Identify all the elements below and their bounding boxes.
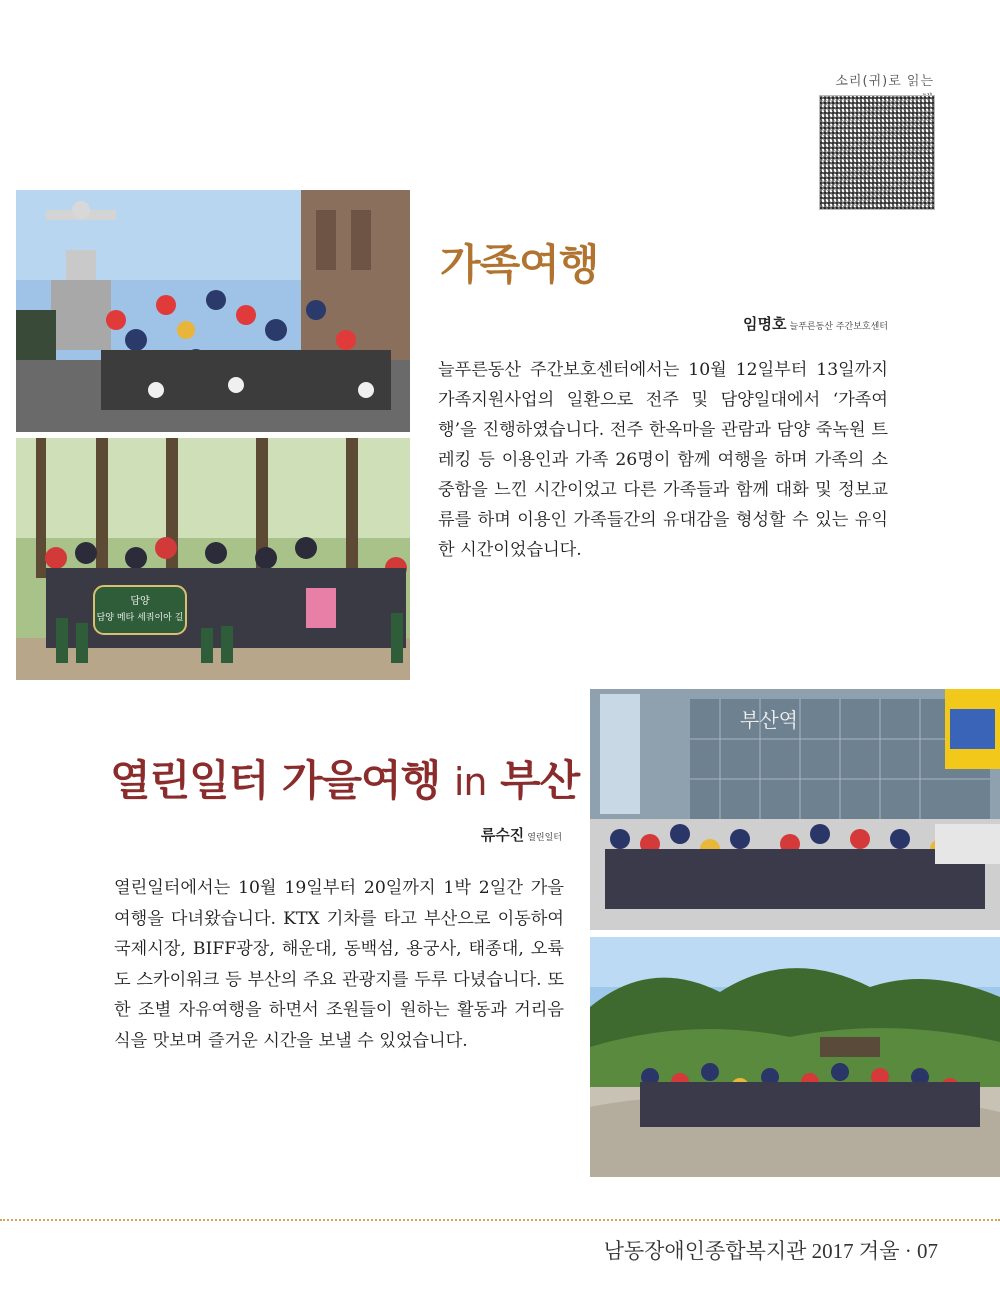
busan-station-photo bbox=[590, 689, 1000, 930]
article1-body: 늘푸른동산 주간보호센터에서는 10월 12일부터 13일까지 가족지원사업의 일환으로 전주 및 담양일대에서 ‘가족여행’을 진행하였습니다. 전주 한옥마을 관람과 담양 죽녹원 트레킹 등 이용인과 가족 26명이 함께 여행을 하며 가족의 소중함을 느낀 시간이었고 다른 가족들과 함께 대화 및 정보교류를 하며 이용인 가족들간의 유대감을 형성할 수 있는 유익한 시간이었습니다. bbox=[438, 360, 888, 560]
article2-byline bbox=[481, 824, 562, 845]
qr-label: 소리(귀)로 읽는 bbox=[835, 74, 934, 89]
article2-author: 류수진 bbox=[480, 826, 525, 844]
article2-title-end: 부산 bbox=[500, 756, 580, 805]
family-trip-photo-statue bbox=[16, 190, 410, 432]
page-footer: 남동장애인종합복지관 2017 겨울 · 07 bbox=[603, 1239, 938, 1263]
article1-byline bbox=[743, 313, 888, 334]
busan-coast-photo bbox=[590, 937, 1000, 1177]
article2-title bbox=[110, 748, 579, 808]
article2-body: 열린일터에서는 10월 19일부터 20일까지 1박 2일간 가을여행을 다녀왔습니다. KTX 기차를 타고 부산으로 이동하여 국제시장, BIFF광장, 해운대, 동백섬, 용궁사, 태종대, 오륙도 스카이워크 등 부산의 주요 관광지를 두루 다녔습니다. 또한 조별 자유여행을 하면서 조원들이 원하는 활동과 거리음식을 맛보며 즐거운 시간을 보낼 수 있었습니다. bbox=[114, 878, 564, 1051]
article2-title-main: 열린일터 가을여행 bbox=[110, 756, 441, 805]
article1-title: 가족여행 bbox=[440, 240, 599, 289]
article2-affiliation: 열린일터 bbox=[527, 833, 562, 843]
metasequoia-sign: 담양 메타 세쿼이아 길 bbox=[96, 613, 184, 623]
footer-divider bbox=[0, 1219, 1000, 1221]
busan-station-sign: 부산역 bbox=[740, 708, 798, 732]
qr-code-icon[interactable] bbox=[819, 95, 935, 210]
article1-author: 임명호 bbox=[743, 315, 787, 333]
article1-affiliation: 늘푸른동산 주간보호센터 bbox=[789, 322, 888, 332]
article2-title-in: in bbox=[453, 760, 487, 804]
svg-text:담양: 담양 bbox=[130, 596, 150, 607]
family-trip-photo-metasequoia bbox=[16, 438, 410, 680]
